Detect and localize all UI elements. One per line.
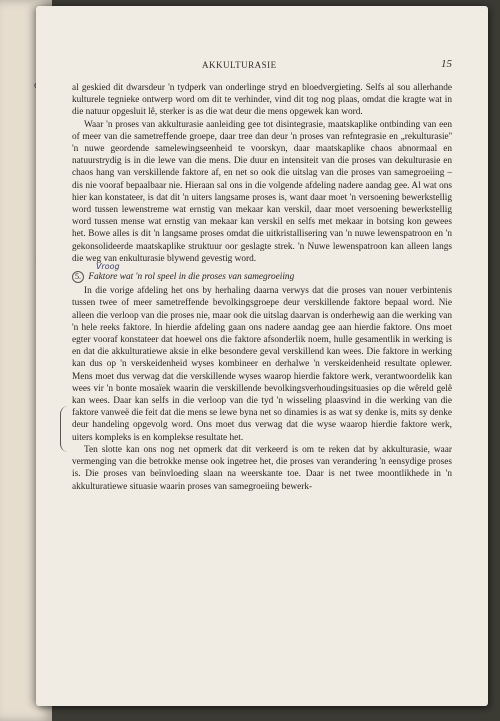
running-head: AKKULTURASIE	[202, 60, 277, 70]
paragraph-3: In die vorige afdeling het ons by herhaling daarna verwys dat die proses van nouer verbintenis tussen twee of meer sametreffende bevolkingsgroepe deur verskillende faktore bepaal word. Nie alleen die verloop van die proses nie, maar ook die uitslag daarvan is onderhewig aan die werking van 'n hele reeks faktore. In hierdie afdeling gaan ons nadere aandag gee aan hierdie faktore. Ons moet egter vooraf konstateer dat hoewel ons die faktore afsonderlik noem, hulle gesamentlik in werking is en dat die akkulturatiewe aksie in elke besondere geval verskillend kan wees. Die faktore in werking kan dus op 'n verskeidenheid wyses kombineer en derhalwe 'n verskeidenheid resultate oplewer. Mens moet dus verwag dat die verskillende wyses waarop hierdie faktore werk, verantwoordelik kan wees vir 'n bonte mosaïek waarin die verskillende bevolkingsverhoudingsituasies op die wêreld gelê kan wees. Daar kan selfs in die verloop van die tyd 'n wisseling plaasvind in die werking van die faktore vanweë die feit dat die mens se lewe byna net so dinamies is as wat sy denke is, mits sy denke deur handeling opgevolg word. Ons moet dus verwag dat die wyse waarop hierdie faktore werk, uiters kompleks is en komplekse resultate het.	[72, 286, 453, 443]
paragraph-1: al geskied dit dwarsdeur 'n tydperk van onderlinge stryd en bloedvergieting. Selfs al sou allerhande kulturele tegnieke ontwerp word om dit te verhinder, vind dit tog nog plaas, omdat die kragte wat in die natuur opgesluit lê, sterker is as die wat deur die mens opgewek kan word.	[72, 83, 452, 118]
section-number: 5.	[72, 271, 84, 283]
page-header	[72, 60, 452, 74]
section-title: Faktore wat 'n rol speel in die proses van samegroeiing	[88, 272, 295, 283]
section-heading	[72, 262, 452, 283]
handwritten-note: Vroog	[96, 262, 120, 272]
paragraph-2: Waar 'n proses van akkulturasie aanleiding gee tot disintegrasie, maatskaplike ontbinding van een of meer van die sametreffende groepe, daar tree dan deur 'n proses van refntegrasie en „rekulturasie'' 'n nuwe geordende samelewingseenheid te voorskyn, daar maatskaplike chaos abnormaal en natuurstrydig is in die lewe van die mens. Die duur en intensiteit van die proses van dekulturasie en chaos hang van verskillende faktore af, en net so ook die uitslag van die proses van samegroeiing – dis nie vooraf bepaalbaar nie. Hieraan sal ons in die volgende afdeling nadere aandag gee. Al wat ons hier kan konstateer, is dat dit 'n uiters langsame proses is, want daar moet 'n versoening bewerkstellig word tussen lewenstreme wat ernstig van mekaar kan verskil, daar moet versoening bewerkstellig word tussen mense wat ernstig van mekaar kan verskil en selfs met mekaar in botsing kon gewees het. Bowe alles is dit 'n langsame proses omdat die uitkristallisering van 'n nuwe lewenspatroon en 'n gekonsolideerde maatskaplike struktuur oor geslagte strek. 'n Nuwe lewenspatroon kan alleen langs die weg van enkulturasie blywend gevestig word.	[72, 119, 452, 264]
paragraph-4: Ten slotte kan ons nog net opmerk dat dit verkeerd is om te reken dat by akkulturasie, waar vermenging van die betrokke mense ook ingetree het, die proses van verandering 'n eensydige proses is. Die proses van beïnvloeding slaan na weerskante toe. Daar is net twee moontlikhede in 'n akkulturatiewe situasie waarin proses van samegroeiing bewerk-	[72, 444, 452, 492]
book-page	[36, 6, 488, 706]
page-number: 15	[441, 58, 452, 70]
margin-bracket-mark	[60, 406, 69, 452]
body-text	[72, 82, 452, 493]
